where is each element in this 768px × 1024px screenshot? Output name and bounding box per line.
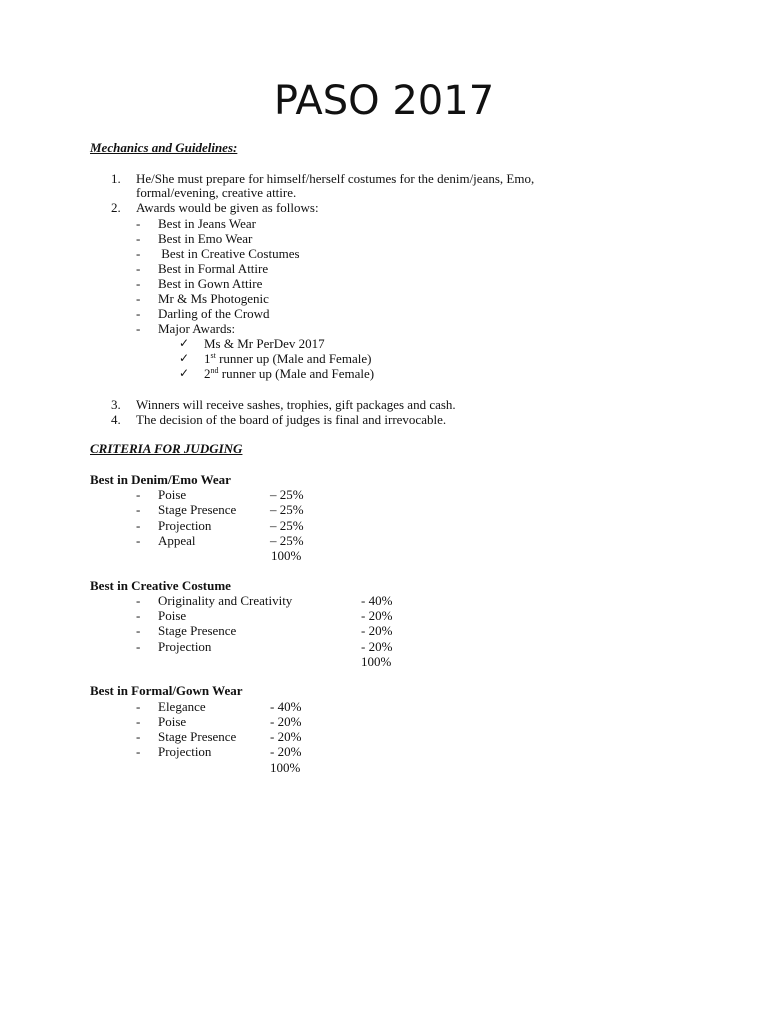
criterion-total: 100% — [361, 654, 392, 669]
list-number: 4. — [111, 412, 121, 427]
criterion-value: - 20% — [361, 623, 393, 638]
criterion-label: Appeal — [158, 533, 196, 548]
dash-bullet: - — [136, 276, 141, 291]
criterion-value: - 40% — [270, 699, 302, 714]
award-item: Best in Formal Attire — [158, 261, 269, 276]
dash-bullet: - — [136, 699, 141, 714]
award-item: Major Awards: — [158, 321, 236, 336]
award-item: Best in Gown Attire — [158, 276, 263, 291]
criterion-label: Projection — [158, 744, 212, 759]
award-item: Best in Jeans Wear — [158, 216, 256, 231]
list-number: 2. — [111, 200, 121, 215]
dash-bullet: - — [136, 623, 141, 638]
major-award-text: runner up (Male and Female) — [218, 366, 375, 381]
award-item: Best in Creative Costumes — [158, 246, 300, 261]
criterion-label: Originality and Creativity — [158, 593, 293, 608]
dash-bullet: - — [136, 231, 141, 246]
major-award-text: Ms & Mr PerDev 2017 — [204, 336, 325, 351]
guideline-text: The decision of the board of judges is final and irrevocable. — [136, 412, 447, 427]
dash-bullet: - — [136, 744, 141, 759]
criterion-label: Stage Presence — [158, 623, 237, 638]
criteria-heading: CRITERIA FOR JUDGING — [90, 441, 243, 456]
criterion-value: – 25% — [270, 533, 304, 548]
criterion-value: - 40% — [361, 593, 393, 608]
dash-bullet: - — [136, 593, 141, 608]
criterion-label: Poise — [158, 608, 187, 623]
criterion-total: 100% — [270, 760, 301, 775]
ordinal-suffix: nd — [210, 366, 219, 375]
criterion-value: - 20% — [361, 608, 393, 623]
criterion-value: – 25% — [270, 518, 304, 533]
dash-bullet: - — [136, 714, 141, 729]
dash-bullet: - — [136, 608, 141, 623]
criterion-label: Projection — [158, 639, 212, 654]
section-title: Best in Formal/Gown Wear — [90, 683, 243, 698]
mechanics-heading: Mechanics and Guidelines: — [90, 140, 238, 155]
dash-bullet: - — [136, 321, 141, 336]
criterion-label: Stage Presence — [158, 729, 237, 744]
dash-bullet: - — [136, 518, 141, 533]
dash-bullet: - — [136, 487, 141, 502]
criterion-label: Elegance — [158, 699, 206, 714]
criterion-label: Projection — [158, 518, 212, 533]
section-title: Best in Creative Costume — [90, 578, 231, 593]
dash-bullet: - — [136, 246, 141, 261]
criterion-label: Poise — [158, 487, 187, 502]
major-award-item — [204, 366, 374, 381]
criterion-label: Stage Presence — [158, 502, 237, 517]
major-award-text: runner up (Male and Female) — [215, 351, 372, 366]
dash-bullet: - — [136, 533, 141, 548]
criterion-value: - 20% — [270, 714, 302, 729]
dash-bullet: - — [136, 639, 141, 654]
check-icon: ✓ — [179, 351, 190, 365]
award-item: Darling of the Crowd — [158, 306, 270, 321]
criterion-value: - 20% — [270, 729, 302, 744]
criterion-value: – 25% — [270, 502, 304, 517]
criterion-value: - 20% — [270, 744, 302, 759]
criterion-total: 100% — [271, 548, 302, 563]
guideline-text: He/She must prepare for himself/herself costumes for the denim/jeans, Emo, — [136, 171, 535, 186]
check-icon: ✓ — [179, 366, 190, 380]
criterion-value: - 20% — [361, 639, 393, 654]
criterion-label: Poise — [158, 714, 187, 729]
ordinal-suffix: st — [210, 351, 216, 360]
dash-bullet: - — [136, 291, 141, 306]
major-award-item — [204, 351, 371, 366]
check-icon: ✓ — [179, 336, 190, 350]
list-number: 3. — [111, 397, 121, 412]
dash-bullet: - — [136, 216, 141, 231]
list-number: 1. — [111, 171, 121, 186]
dash-bullet: - — [136, 306, 141, 321]
ordinal-number: 1 — [204, 351, 211, 366]
ordinal-number: 2 — [204, 366, 211, 381]
award-item: Best in Emo Wear — [158, 231, 253, 246]
guideline-text: Awards would be given as follows: — [136, 200, 319, 215]
dash-bullet: - — [136, 729, 141, 744]
dash-bullet: - — [136, 502, 141, 517]
major-award-item — [204, 336, 325, 351]
award-item: Mr & Ms Photogenic — [158, 291, 269, 306]
criterion-value: – 25% — [270, 487, 304, 502]
guideline-text: Winners will receive sashes, trophies, gift packages and cash. — [136, 397, 456, 412]
guideline-text-continued: formal/evening, creative attire. — [136, 185, 297, 200]
page-title: PASO 2017 — [273, 78, 495, 124]
section-title: Best in Denim/Emo Wear — [90, 472, 231, 487]
dash-bullet: - — [136, 261, 141, 276]
